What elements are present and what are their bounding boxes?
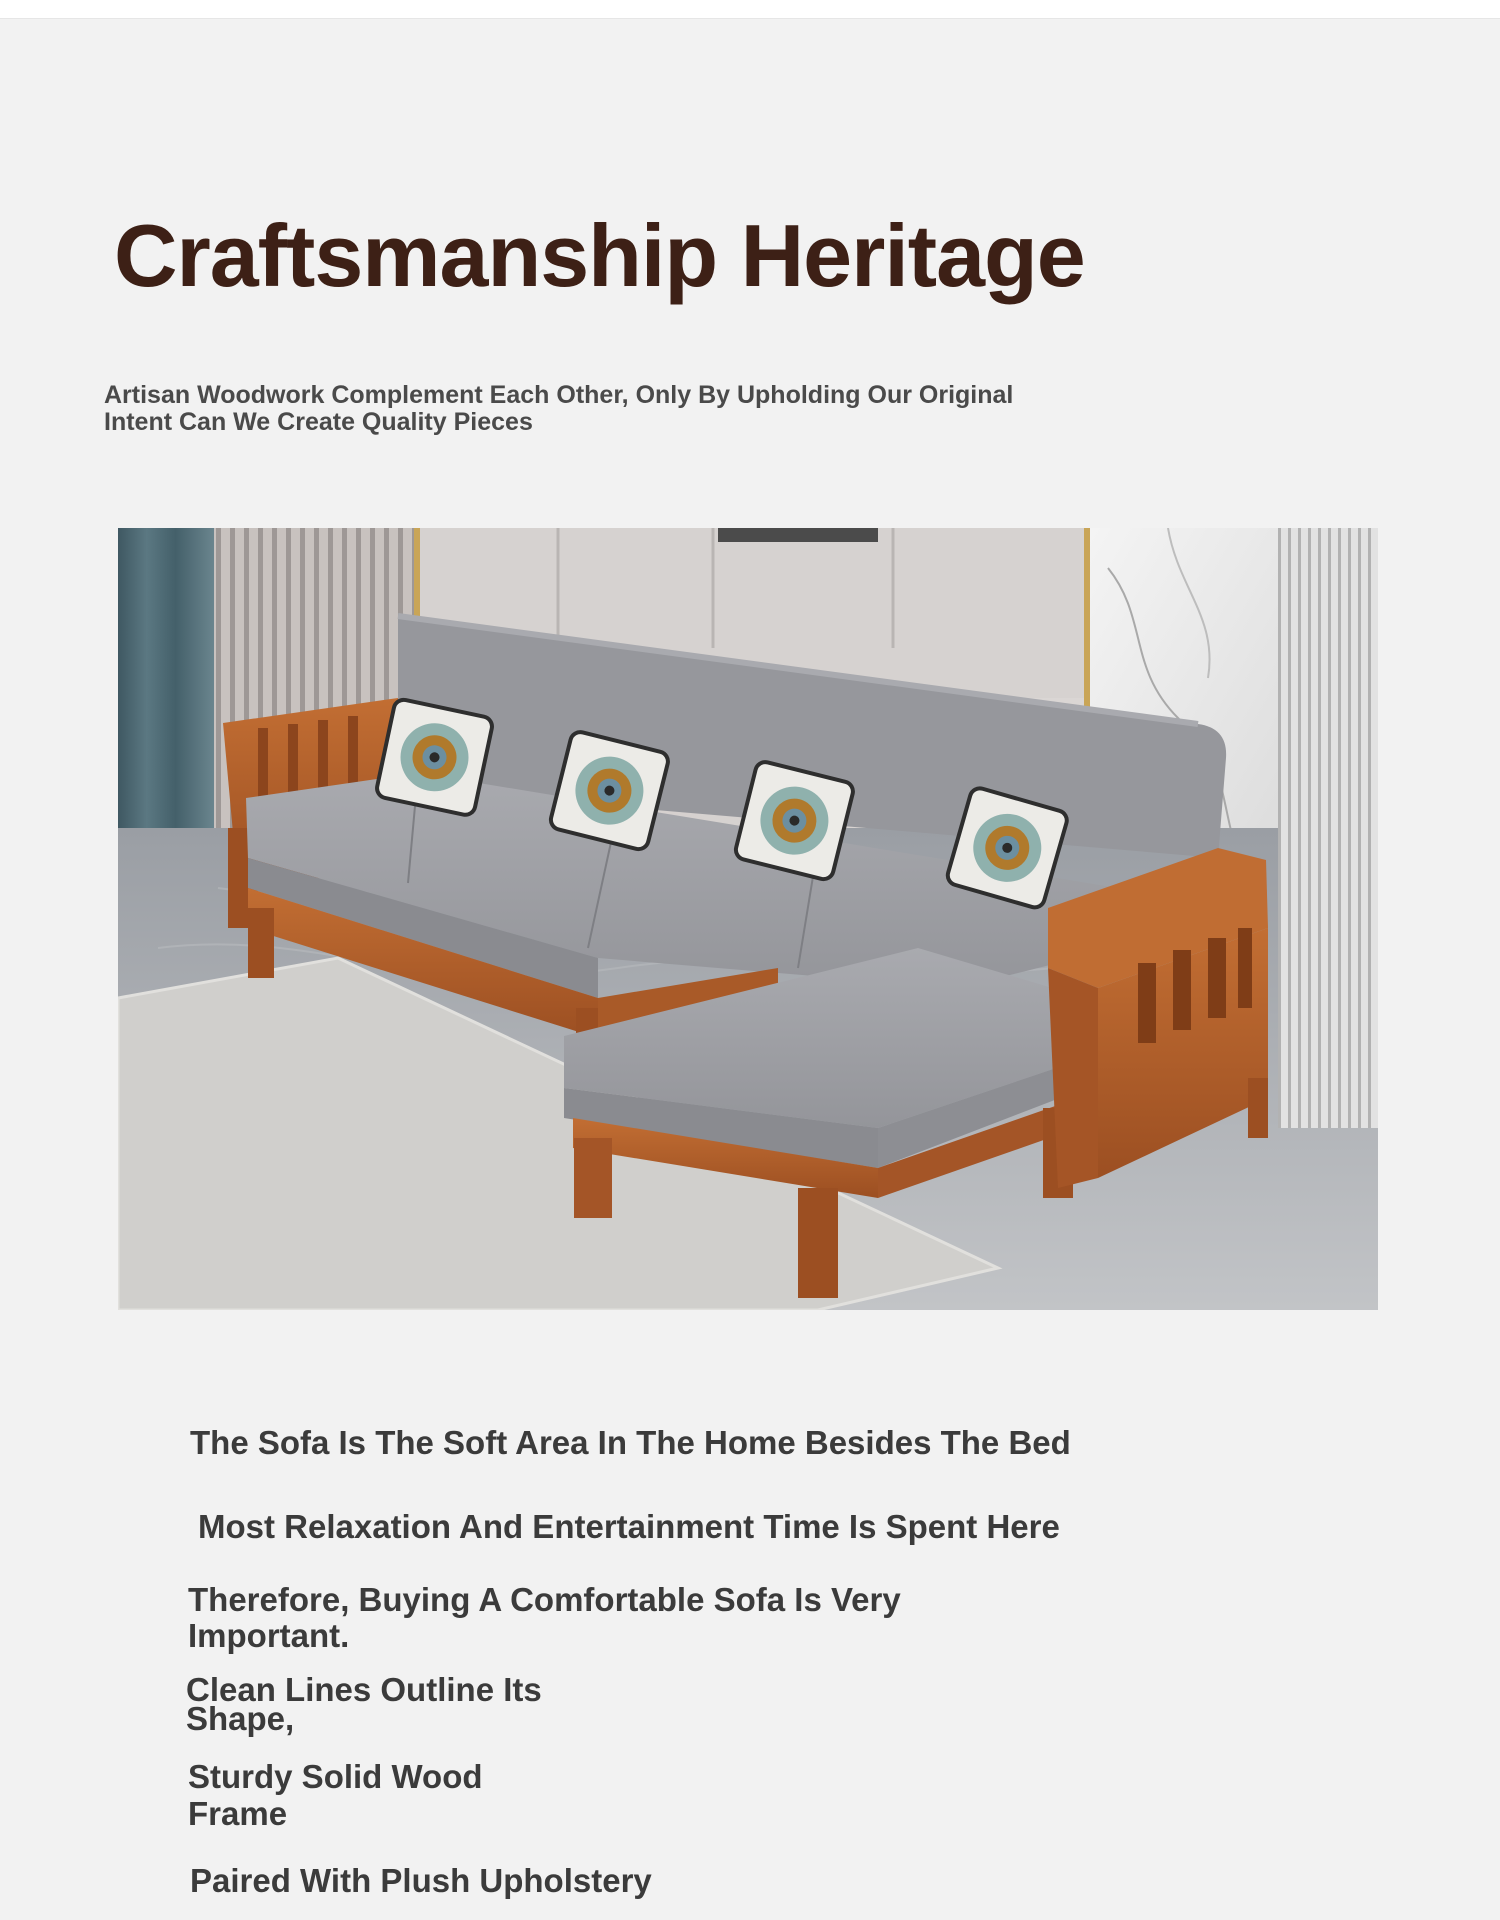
- feature-line: The Sofa Is The Soft Area In The Home Besides The Bed: [190, 1424, 1071, 1461]
- feature-line: Paired With Plush Upholstery: [190, 1862, 652, 1899]
- feature-line: Most Relaxation And Entertainment Time Is Spent Here: [198, 1508, 1060, 1545]
- sofa-product-image: [118, 528, 1378, 1310]
- page-subtitle: Artisan Woodwork Complement Each Other, Only By Upholding Our Original Intent Can We Create Quality Pieces: [104, 381, 1014, 436]
- page-title: Craftsmanship Heritage: [114, 206, 1085, 305]
- top-bar: [0, 0, 1500, 19]
- feature-line: Clean Lines Outline Its Shape,: [186, 1671, 542, 1737]
- feature-line: Sturdy Solid Wood Frame: [188, 1758, 483, 1832]
- feature-line: Therefore, Buying A Comfortable Sofa Is Very Important.: [188, 1581, 901, 1654]
